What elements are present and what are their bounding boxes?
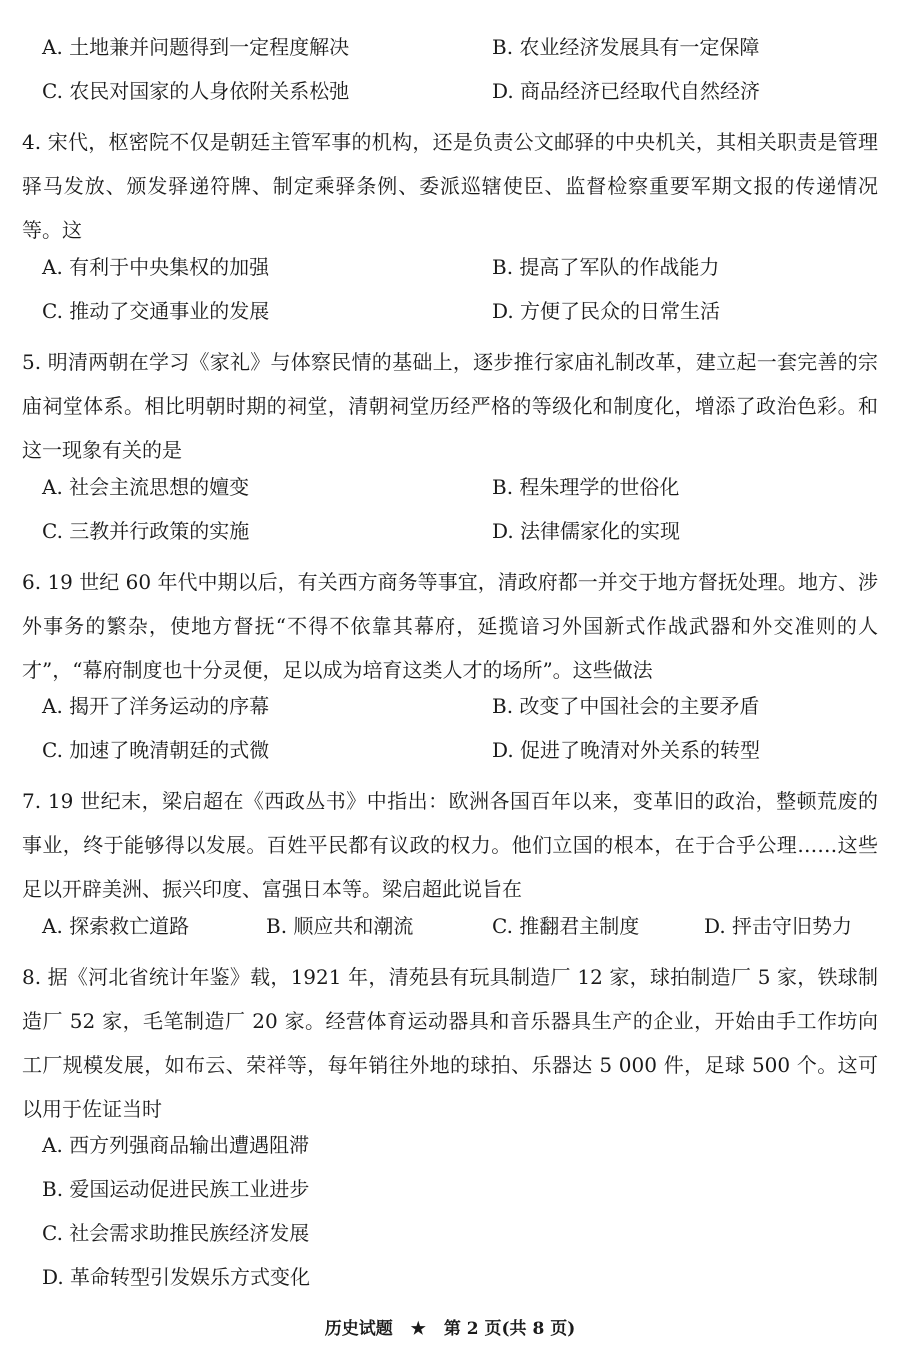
q7-option-b: B. 顺应共和潮流 <box>266 914 414 938</box>
star-icon: ★ <box>410 1319 426 1339</box>
q3-option-a: A. 土地兼并问题得到一定程度解决 <box>42 35 350 59</box>
q6-stem: 6. 19 世纪 60 年代中期以后，有关西方商务等事宜，清政府都一并交于地方督抚处理。地方、涉外事务的繁杂，使地方督抚“不得不依靠其幕府，延揽谙习外国新式作战武器和外交准则的人才”，“幕府制度也十分灵便，足以成为培育这类人才的场所”。这些做法 <box>22 570 878 682</box>
q8-option-b: B. 爱国运动促进民族工业进步 <box>42 1177 310 1201</box>
q6-option-d: D. 促进了晚清对外关系的转型 <box>492 738 761 762</box>
q6-option-a: A. 揭开了洋务运动的序幕 <box>42 694 270 718</box>
q5-option-d: D. 法律儒家化的实现 <box>492 519 681 543</box>
q8-option-a: A. 西方列强商品输出遭遇阻滞 <box>42 1133 310 1157</box>
q5-stem: 5. 明清两朝在学习《家礼》与体察民情的基础上，逐步推行家庙礼制改革，建立起一套完善的宗庙祠堂体系。相比明朝时期的祠堂，清朝祠堂历经严格的等级化和制度化，增添了政治色彩。和这一现象有关的是 <box>22 350 878 462</box>
footer-page-number: 第 2 页(共 8 页) <box>443 1319 576 1339</box>
q4-option-a: A. 有利于中央集权的加强 <box>42 255 270 279</box>
q4-stem: 4. 宋代，枢密院不仅是朝廷主管军事的机构，还是负责公文邮驿的中央机关，其相关职责是管理驿马发放、颁发驿递符牌、制定乘驿条例、委派巡辖使臣、监督检察重要军期文报的传递情况等。这 <box>22 130 878 242</box>
q4-option-d: D. 方便了民众的日常生活 <box>492 299 721 323</box>
q3-option-b: B. 农业经济发展具有一定保障 <box>492 35 760 59</box>
q7-stem: 7. 19 世纪末，梁启超在《西政丛书》中指出：欧洲各国百年以来，变革旧的政治，整顿荒废的事业，终于能够得以发展。百姓平民都有议政的权力。他们立国的根本，在于合乎公理……这些足以开辟美洲、振兴印度、富强日本等。梁启超此说旨在 <box>22 789 878 901</box>
q8-option-c: C. 社会需求助推民族经济发展 <box>42 1221 310 1245</box>
q5-option-a: A. 社会主流思想的嬗变 <box>42 475 250 499</box>
q7-option-c: C. 推翻君主制度 <box>492 914 640 938</box>
q4-option-b: B. 提高了军队的作战能力 <box>492 255 720 279</box>
footer-subject: 历史试题 <box>324 1319 393 1339</box>
q7-option-a: A. 探索救亡道路 <box>42 914 190 938</box>
q8-stem: 8. 据《河北省统计年鉴》载，1921 年，清苑县有玩具制造厂 12 家，球拍制造厂 5 家，铁球制造厂 52 家，毛笔制造厂 20 家。经营体育运动器具和音乐器具生产的企业，开始由手工作坊向工厂规模发展，如布云、荣祥等，每年销往外地的球拍、乐器达 5 000 件，足球 500 个。这可以用于佐证当时 <box>22 965 878 1121</box>
q4-option-c: C. 推动了交通事业的发展 <box>42 299 270 323</box>
q6-option-b: B. 改变了中国社会的主要矛盾 <box>492 694 760 718</box>
q7-option-d: D. 抨击守旧势力 <box>704 914 853 938</box>
q6-option-c: C. 加速了晚清朝廷的式微 <box>42 738 270 762</box>
q8-option-d: D. 革命转型引发娱乐方式变化 <box>42 1265 311 1289</box>
q3-option-c: C. 农民对国家的人身依附关系松弛 <box>42 79 350 103</box>
page-footer <box>0 1316 900 1342</box>
q3-option-d: D. 商品经济已经取代自然经济 <box>492 79 761 103</box>
q5-option-c: C. 三教并行政策的实施 <box>42 519 250 543</box>
q5-option-b: B. 程朱理学的世俗化 <box>492 475 680 499</box>
